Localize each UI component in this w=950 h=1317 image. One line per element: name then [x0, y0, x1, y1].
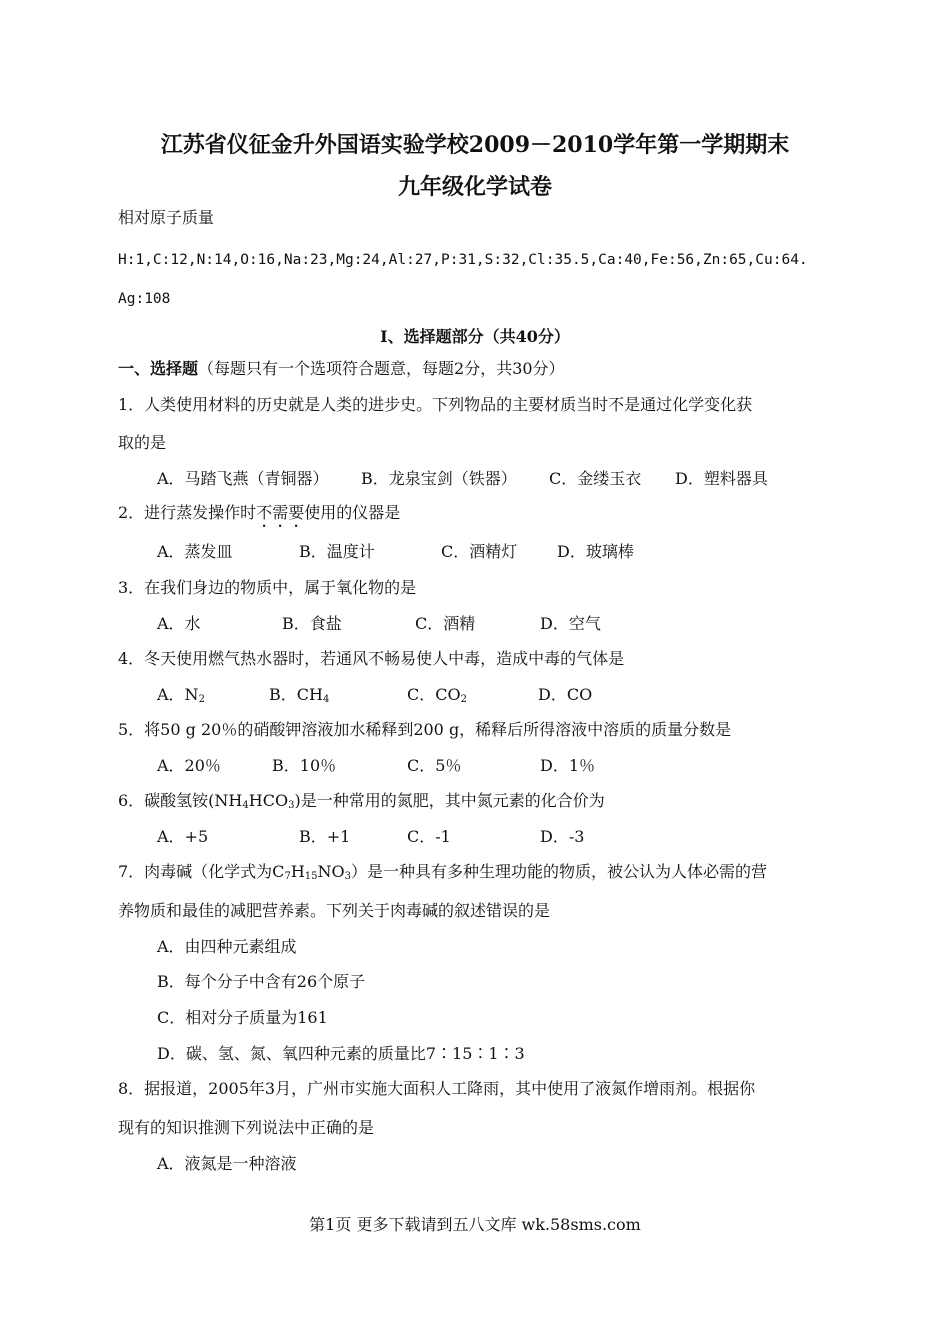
q4-option-c-text: C．CO: [407, 685, 461, 704]
q6-sub2: 3: [288, 800, 295, 811]
section-heading-bold: 一、选择题: [118, 359, 199, 378]
q3-option-b: B．食盐: [282, 614, 342, 633]
q6-option-a: A．+5: [157, 827, 209, 846]
q7-line1: [118, 862, 767, 887]
q8-line1: 8．据报道，2005年3月，广州市实施大面积人工降雨，其中使用了液氮作增雨剂。根据你: [118, 1079, 756, 1098]
q4-option-c: [407, 685, 467, 710]
section-heading: [118, 359, 565, 379]
q7-h: H: [290, 862, 305, 881]
q5-text: 5．将50 g 20％的硝酸钾溶液加水稀释到200 g，稀释后所得溶液中溶质的质量分数是: [118, 720, 732, 739]
q7-no: NO: [317, 862, 345, 881]
q1-line1: 1．人类使用材料的历史就是人类的进步史。下列物品的主要材质当时不是通过化学变化获: [118, 395, 753, 414]
q2-prefix: 2．进行蒸发操作时: [118, 503, 257, 522]
q6-option-c: C．-1: [407, 827, 451, 846]
q4-option-c-sub: 2: [460, 694, 467, 705]
q4-option-a: [157, 685, 205, 710]
q7-line2: 养物质和最佳的减肥营养素。下列关于肉毒碱的叙述错误的是: [118, 901, 551, 920]
q3-text: 3．在我们身边的物质中，属于氧化物的是: [118, 578, 417, 597]
atomic-mass-values-line2: Ag:108: [118, 291, 171, 307]
q7-sub-o: 3: [344, 871, 351, 882]
section-title: Ⅰ、选择题部分（共40分）: [380, 327, 570, 346]
q2-option-b: B．温度计: [299, 542, 375, 561]
exam-title-line2: 九年级化学试卷: [397, 174, 552, 200]
q2-emphasis: 不需要: [256, 503, 305, 522]
q6-option-d: D．-3: [540, 827, 585, 846]
exam-title-line1: 江苏省仪征金升外国语实验学校2009－2010学年第一学期期末: [160, 132, 790, 158]
q4-option-a-sub: 2: [198, 694, 205, 705]
q1-option-a: A．马踏飞燕（青铜器）: [157, 469, 329, 488]
q5-option-b: B．10％: [272, 756, 337, 775]
q6-sub1: 4: [242, 800, 249, 811]
q7-sub-c: 7: [284, 871, 291, 882]
q2-option-d: D．玻璃棒: [557, 542, 634, 561]
section-heading-note: （每题只有一个选项符合题意，每题2分，共30分）: [198, 359, 565, 378]
q6-suffix: )是一种常用的氮肥，其中氮元素的化合价为: [294, 791, 605, 810]
q7-sub-h: 15: [304, 871, 318, 882]
q6-prefix: 6．碳酸氢铵(NH: [118, 791, 243, 810]
q1-option-c: C．金缕玉衣: [549, 469, 642, 488]
q7-option-c: C．相对分子质量为161: [157, 1008, 328, 1027]
atomic-mass-label: 相对原子质量: [118, 208, 215, 227]
q2-text: [118, 503, 400, 531]
q3-option-c: C．酒精: [415, 614, 476, 633]
q2-option-a: A．蒸发皿: [157, 542, 233, 561]
q2-option-c: C．酒精灯: [441, 542, 518, 561]
q4-text: 4．冬天使用燃气热水器时，若通风不畅易使人中毒，造成中毒的气体是: [118, 649, 625, 668]
q1-option-b: B．龙泉宝剑（铁器）: [361, 469, 517, 488]
q3-option-d: D．空气: [540, 614, 601, 633]
q4-option-d: D．CO: [538, 685, 593, 704]
q4-option-a-text: A．N: [157, 685, 199, 704]
page-footer: 第1页 更多下载请到五八文库 wk.58sms.com: [309, 1215, 641, 1234]
q6-text: [118, 791, 605, 816]
q5-option-c: C．5％: [407, 756, 462, 775]
q7-option-d: D．碳、氢、氮、氧四种元素的质量比7∶15∶1∶3: [157, 1044, 525, 1063]
q5-option-d: D．1％: [540, 756, 596, 775]
q7-suffix: ）是一种具有多种生理功能的物质，被公认为人体必需的营: [351, 862, 768, 881]
q6-option-b: B．+1: [299, 827, 351, 846]
atomic-mass-values-line1: H:1,C:12,N:14,O:16,Na:23,Mg:24,Al:27,P:31,S:32,Cl:35.5,Ca:40,Fe:56,Zn:65,Cu:64.: [118, 252, 808, 268]
q2-suffix: 使用的仪器是: [304, 503, 401, 522]
q7-prefix: 7．肉毒碱（化学式为C: [118, 862, 285, 881]
q1-line2: 取的是: [118, 433, 167, 452]
q7-option-a: A．由四种元素组成: [157, 937, 297, 956]
q4-option-b: [269, 685, 329, 710]
q4-option-b-text: B．CH: [269, 685, 323, 704]
q3-option-a: A．水: [157, 614, 201, 633]
q7-option-b: B．每个分子中含有26个原子: [157, 972, 366, 991]
q4-option-b-sub: 4: [322, 694, 330, 705]
q5-option-a: A．20％: [157, 756, 221, 775]
q8-option-a: A．液氮是一种溶液: [157, 1154, 297, 1173]
q8-line2: 现有的知识推测下列说法中正确的是: [118, 1118, 375, 1137]
q1-option-d: D．塑料器具: [675, 469, 768, 488]
q6-mid: HCO: [248, 791, 289, 810]
